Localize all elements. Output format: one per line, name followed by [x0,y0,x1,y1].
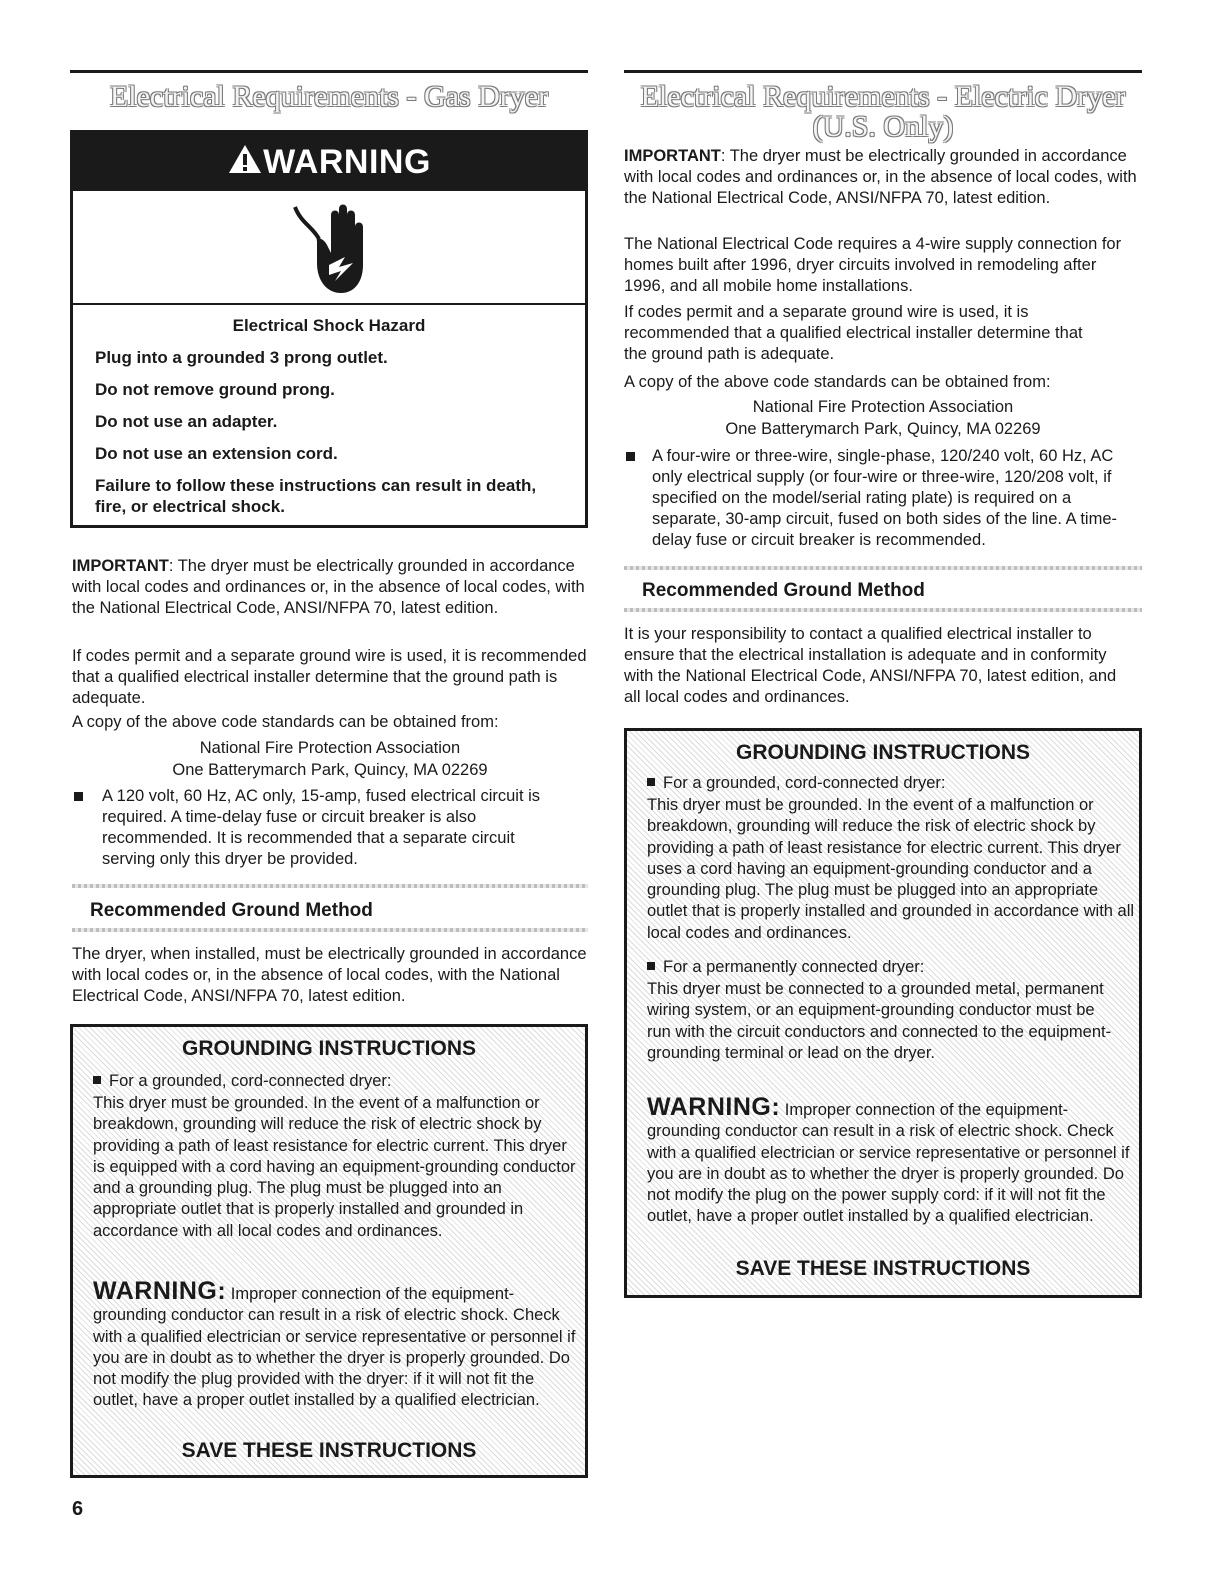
right-save-instructions: SAVE THESE INSTRUCTIONS [735,1257,1031,1280]
square-bullet-icon [93,1076,101,1084]
left-subhead-top-bar [72,884,588,888]
hazard-title: Electrical Shock Hazard [232,316,426,335]
left-codes-paragraph: If codes permit and a separate ground wire is used, it is recommended that a qualified electrical installer determine that the ground path is adequate. [72,647,587,707]
right-bullet-text: A four-wire or three-wire, single-phase, 120/240 volt, 60 Hz, AC only electrical supply (or four-wire or three-wire, 120/208 volt, if specified on the model/serial rating plate) is required on a separate, 30-amp circuit, fused on both sides of the line. A time-delay fuse or circuit breaker is recommended. [652,447,1118,549]
right-warning-text: Improper connection of the equipment-grounding conductor can result in a risk of electric shock. Check with a qualified electrician or service representative or personnel if you are in doubt as to whether the dryer is properly grounded. Do not modify the plug on the power supply cord: if it will not fit the outlet, have a proper outlet installed by a qualified electrician. [647,1101,1130,1226]
right-nec-paragraph: The National Electrical Code requires a 4-wire supply connection for homes built after 1996, dryer circuits involved in remodeling after 1996, and all mobile home installations. [624,235,1122,295]
right-grounding-box [624,728,1142,1298]
left-grounding-box [70,1024,588,1478]
left-address-line-2: One Batterymarch Park, Quincy, MA 02269 [172,761,488,779]
important-text: : The dryer must be electrically grounded in accordance with local codes and ordinances or, in the absence of local codes, with the National Electrical Code, ANSI/NFPA 70, latest edition. [72,557,585,617]
left-bullet [74,792,83,801]
right-bullet [626,452,635,461]
left-bullet-text: A 120 volt, 60 Hz, AC only, 15-amp, fused electrical circuit is required. A time-delay fuse or circuit breaker is also recommended. It is recommended that a separate circuit serving only this dryer be provided. [102,787,541,868]
important-label: IMPORTANT [72,557,169,575]
left-subhead-bottom-bar [72,928,588,932]
left-grounding-text-1: This dryer must be grounded. In the event of a malfunction or breakdown, grounding will reduce the risk of electric shock by providing a path of least resistance for electric current. This dryer is equipped with a cord having an equipment-grounding conductor and a grounding plug. The plug must be plugged into an appropriate outlet that is properly installed and grounded in accordance with all local codes and ordinances. [93,1094,576,1240]
left-warning-label: WARNING: [93,1277,227,1305]
warning-line-3: Do not use an adapter. [95,412,278,431]
square-bullet-icon [647,778,655,786]
right-grounding-warning [647,1093,1139,1228]
left-address-line-1: National Fire Protection Association [199,739,461,757]
right-important-label: IMPORTANT [624,147,721,165]
right-ground-method-text: It is your responsibility to contact a qualified electrical installer to ensure that the electrical installation is adequate and in conformity with the National Electrical Code, ANSI/NFPA 70, latest edition, and all local codes and ordinances. [624,625,1117,706]
right-codes-paragraph: If codes permit and a separate ground wire is used, it is recommended that a qualified electrical installer determine that the ground path is adequate. [624,303,1083,363]
right-subhead-bottom-bar [624,608,1142,612]
right-address-line-2: One Batterymarch Park, Quincy, MA 02269 [725,420,1041,438]
warning-triangle-icon [227,135,263,193]
left-top-rule [70,70,588,73]
warning-line-1: Plug into a grounded 3 prong outlet. [95,348,388,367]
left-ground-method-text: The dryer, when installed, must be electrically grounded in accordance with local codes or, in the absence of local codes, with the National Electrical Code, ANSI/NFPA 70, latest edition. [72,945,587,1005]
right-section-title-1: Electrical Requirements - Electric Dryer [640,80,1126,113]
warning-line-4: Do not use an extension cord. [95,444,338,463]
right-subhead: Recommended Ground Method [642,580,925,601]
left-subhead: Recommended Ground Method [90,900,373,921]
left-grounding-bullet-1-text: For a grounded, cord-connected dryer: [109,1072,392,1090]
right-important-paragraph [624,146,1142,209]
left-section-title: Electrical Requirements - Gas Dryer [109,80,549,113]
electrical-shock-hand-icon [291,201,371,302]
right-grounding-bullet-2-text: For a permanently connected dryer: [663,958,925,976]
left-copy-paragraph: A copy of the above code standards can be obtained from: [72,713,499,731]
right-grounding-bullet-2 [647,957,1135,978]
right-important-text: : The dryer must be electrically grounded in accordance with local codes and ordinances or, in the absence of local codes, with the National Electrical Code, ANSI/NFPA 70, latest edition. [624,147,1137,207]
right-grounding-title: GROUNDING INSTRUCTIONS [736,741,1030,764]
right-grounding-text-2: This dryer must be connected to a grounded metal, permanent wiring system, or an equipment-grounding conductor must be run with the circuit conductors and connected to the equipment-grounding terminal or lead on the dryer. [647,980,1112,1062]
warning-header [73,133,585,191]
right-warning-label: WARNING: [647,1093,781,1121]
right-grounding-text-1: This dryer must be grounded. In the event of a malfunction or breakdown, grounding will reduce the risk of electric shock by providing a path of least resistance for electric current. This dryer uses a cord having an equipment-grounding conductor and a grounding plug. The plug must be plugged into an appropriate outlet that is properly installed and grounded in accordance with all local codes and ordinances. [647,796,1135,942]
left-important-paragraph [72,556,588,619]
warning-box [70,130,588,528]
right-top-rule [624,70,1142,73]
right-copy-paragraph: A copy of the above code standards can be obtained from: [624,373,1051,391]
left-warning-text: Improper connection of the equipment-grounding conductor can result in a risk of electric shock. Check with a qualified electrician or service representative or personnel if you are in doubt as to whether the dryer is properly grounded. Do not modify the plug provided with the dryer: if it will not fit the outlet, have a proper outlet installed by a qualified electrician. [93,1285,576,1410]
right-subhead-top-bar [624,566,1142,570]
right-grounding-bullet-1-text: For a grounded, cord-connected dryer: [663,774,946,792]
right-section-title-2: (U.S. Only) [812,110,954,143]
warning-line-2: Do not remove ground prong. [95,380,335,399]
right-grounding-bullet-1 [647,773,1135,794]
square-bullet-icon [647,962,655,970]
warning-line-5: Failure to follow these instructions can result in death, fire, or electrical shock. [95,476,537,516]
left-save-instructions: SAVE THESE INSTRUCTIONS [181,1439,477,1462]
left-grounding-bullet-1 [93,1071,581,1092]
warning-header-label: WARNING [263,143,431,181]
page-number: 6 [72,1498,84,1520]
right-address-line-1: National Fire Protection Association [752,398,1014,416]
warning-divider [73,303,585,305]
left-grounding-warning [93,1277,583,1412]
left-grounding-title: GROUNDING INSTRUCTIONS [182,1037,476,1060]
